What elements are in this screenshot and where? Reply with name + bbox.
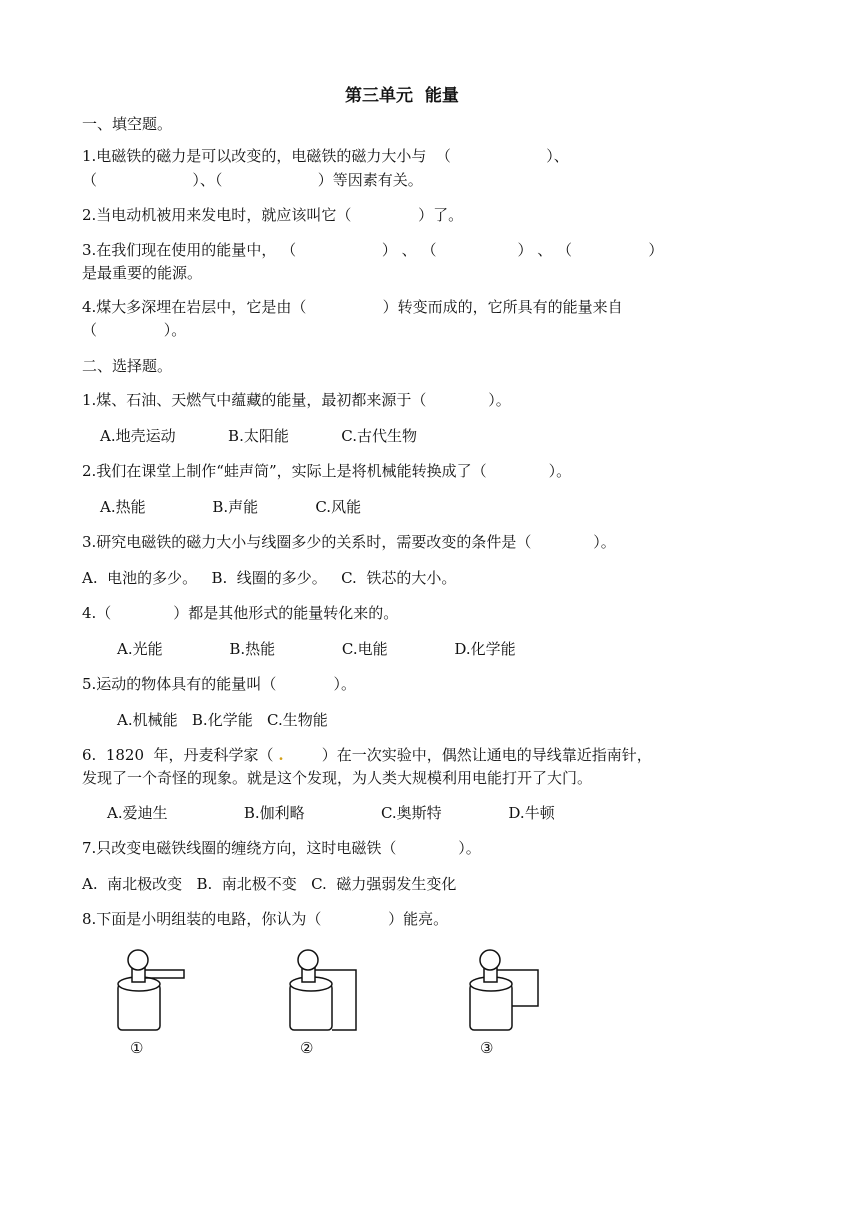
choice-q6-stem-dot: . [278,746,284,764]
choice-q8-stem: 8.下面是小明组装的电路，你认为（ ）能亮。 [82,910,449,928]
choice-q6-stem-post: ）在一次实验中，偶然让通电的导线靠近指南针， [283,746,652,764]
bulb-icon [298,950,318,970]
fill-q4-line2: （ ）。 [82,321,187,339]
section-choice-heading: 二、选择题。 [82,357,173,375]
choice-q4-options: A.光能 B.热能 C.电能 D.化学能 [117,640,516,658]
choice-q6-options: A.爱迪生 B.伽利略 C.奥斯特 D.牛顿 [107,804,555,822]
choice-q6-stem [82,745,652,765]
fill-q3-line2: 是最重要的能源。 [82,264,203,282]
choice-q6-stem-pre: 6. 1820 年，丹麦科学家（ [82,746,279,764]
section-fill-heading: 一、填空题。 [82,115,173,133]
choice-q7-options: A. 南北极改变 B. 南北极不变 C. 磁力强弱发生变化 [82,875,457,893]
fill-q1-line1: 1.电磁铁的磁力是可以改变的，电磁铁的磁力大小与 （ ）、 [82,147,569,165]
choice-q2-options: A.热能 B.声能 C.风能 [100,498,362,516]
choice-q2-stem: 2.我们在课堂上制作“蛙声筒”，实际上是将机械能转换成了（ ）。 [82,462,572,480]
circuit-label-1: ① [130,1039,144,1057]
choice-q1-options: A.地壳运动 B.太阳能 C.古代生物 [100,427,418,445]
bulb-icon [480,950,500,970]
circuit-diagram-1 [108,946,198,1036]
choice-q5-options: A.机械能 B.化学能 C.生物能 [117,711,328,729]
choice-q7-stem: 7.只改变电磁铁线圈的缠绕方向，这时电磁铁（ ）。 [82,839,481,857]
fill-q4-line1: 4.煤大多深埋在岩层中，它是由（ ）转变而成的，它所具有的能量来自 [82,298,623,316]
fill-q1-line2: （ ）、（ ）等因素有关。 [82,171,423,189]
circuit-label-2: ② [300,1039,314,1057]
circuit-diagram-2 [280,946,370,1036]
page-title: 第三单元 能量 [345,86,459,106]
bulb-icon [128,950,148,970]
wire [145,970,184,978]
circuit-diagram-3 [460,946,550,1036]
circuit-label-3: ③ [480,1039,494,1057]
choice-q3-stem: 3.研究电磁铁的磁力大小与线圈多少的关系时，需要改变的条件是（ ）。 [82,533,616,551]
choice-q3-options: A. 电池的多少。 B. 线圈的多少。 C. 铁芯的大小。 [82,569,457,587]
choice-q4-stem: 4.（ ）都是其他形式的能量转化来的。 [82,604,399,622]
choice-q1-stem: 1.煤、石油、天燃气中蕴藏的能量，最初都来源于（ ）。 [82,391,511,409]
choice-q5-stem: 5.运动的物体具有的能量叫（ ）。 [82,675,357,693]
fill-q2: 2.当电动机被用来发电时，就应该叫它（ ）了。 [82,206,464,224]
fill-q3-line1: 3.在我们现在使用的能量中， （ ） 、 （ ） 、 （ ） [82,241,664,259]
choice-q6-line2: 发现了一个奇怪的现象。就是这个发现，为人类大规模利用电能打开了大门。 [82,769,593,787]
